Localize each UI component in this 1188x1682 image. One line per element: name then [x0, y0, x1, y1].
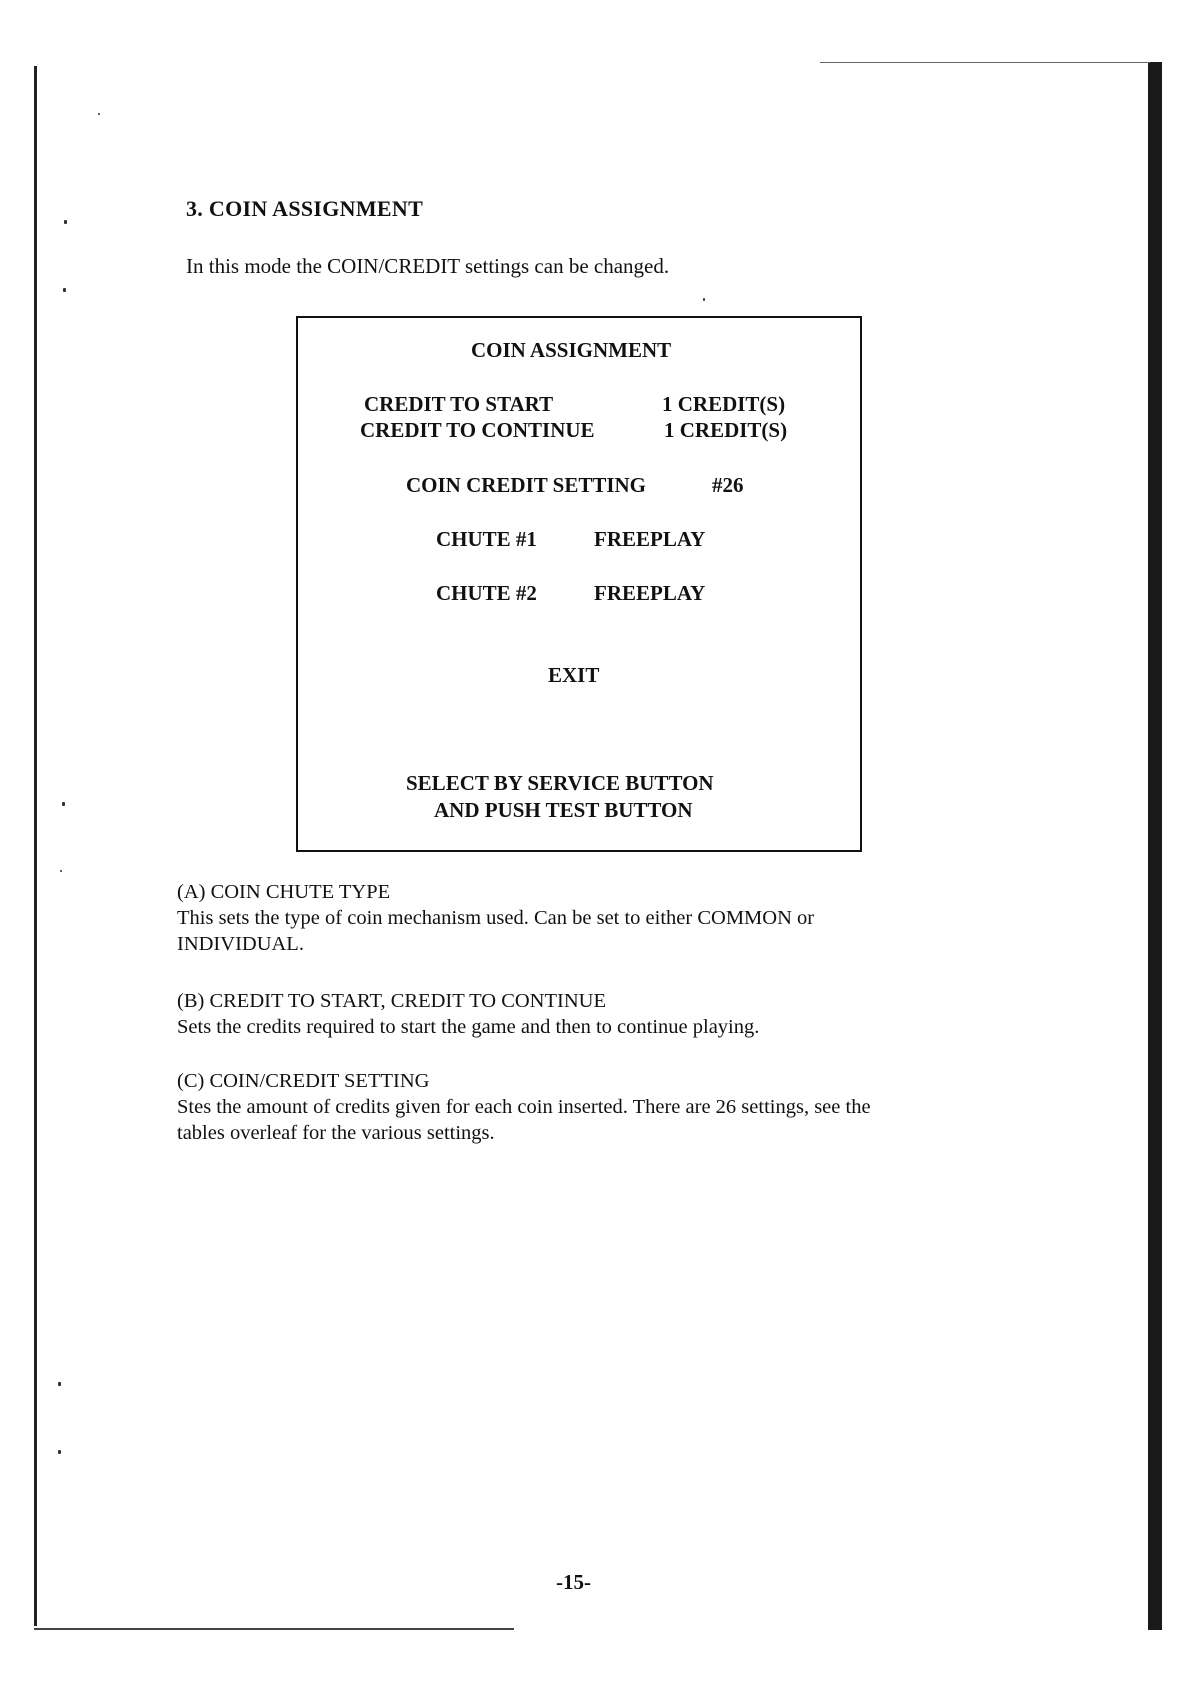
- item-b-line-1: Sets the credits required to start the game and then to continue playing.: [177, 1016, 760, 1038]
- item-c: [177, 1068, 957, 1146]
- scan-edge-top: [820, 62, 1150, 63]
- item-a-title: (A) COIN CHUTE TYPE: [177, 881, 391, 903]
- chute1-value: FREEPLAY: [594, 527, 706, 551]
- section-heading: 3. COIN ASSIGNMENT: [186, 196, 424, 221]
- scan-speck: [98, 113, 100, 115]
- intro-text: In this mode the COIN/CREDIT settings can be changed.: [186, 254, 670, 278]
- item-b: [177, 988, 957, 1040]
- item-c-line-2: tables overleaf for the various settings.: [177, 1122, 495, 1144]
- item-a: [177, 879, 957, 957]
- scan-speck: [64, 220, 67, 224]
- chute1-label: CHUTE #1: [436, 527, 537, 551]
- scan-speck: [62, 802, 65, 806]
- instruction-line-1: SELECT BY SERVICE BUTTON: [406, 771, 714, 795]
- exit-option: EXIT: [548, 663, 600, 687]
- credit-to-start-label: CREDIT TO START: [364, 392, 554, 416]
- item-a-line-1: This sets the type of coin mechanism used. Can be set to either COMMON or: [177, 907, 815, 929]
- scan-edge-right: [1148, 62, 1162, 1630]
- screen-title: COIN ASSIGNMENT: [471, 338, 672, 362]
- scan-edge-left: [34, 66, 37, 1626]
- page-number: -15-: [556, 1570, 591, 1594]
- scan-edge-bottom: [34, 1628, 514, 1630]
- scan-speck: [60, 870, 62, 872]
- coin-credit-setting-label: COIN CREDIT SETTING: [406, 473, 647, 497]
- coin-credit-setting-value: #26: [712, 473, 744, 497]
- scan-speck: [58, 1382, 61, 1386]
- credit-to-start-value: 1 CREDIT(S): [662, 392, 786, 416]
- scan-speck: [703, 298, 705, 301]
- chute2-value: FREEPLAY: [594, 581, 706, 605]
- credit-to-continue-value: 1 CREDIT(S): [664, 418, 788, 442]
- chute2-label: CHUTE #2: [436, 581, 537, 605]
- credit-to-continue-label: CREDIT TO CONTINUE: [360, 418, 595, 442]
- scan-speck: [63, 288, 66, 292]
- item-c-title: (C) COIN/CREDIT SETTING: [177, 1070, 430, 1092]
- instruction-line-2: AND PUSH TEST BUTTON: [434, 798, 693, 822]
- scan-speck: [58, 1450, 61, 1454]
- item-b-title: (B) CREDIT TO START, CREDIT TO CONTINUE: [177, 990, 606, 1012]
- item-c-line-1: Stes the amount of credits given for each coin inserted. There are 26 settings, see the: [177, 1096, 871, 1118]
- item-a-line-2: INDIVIDUAL.: [177, 933, 304, 955]
